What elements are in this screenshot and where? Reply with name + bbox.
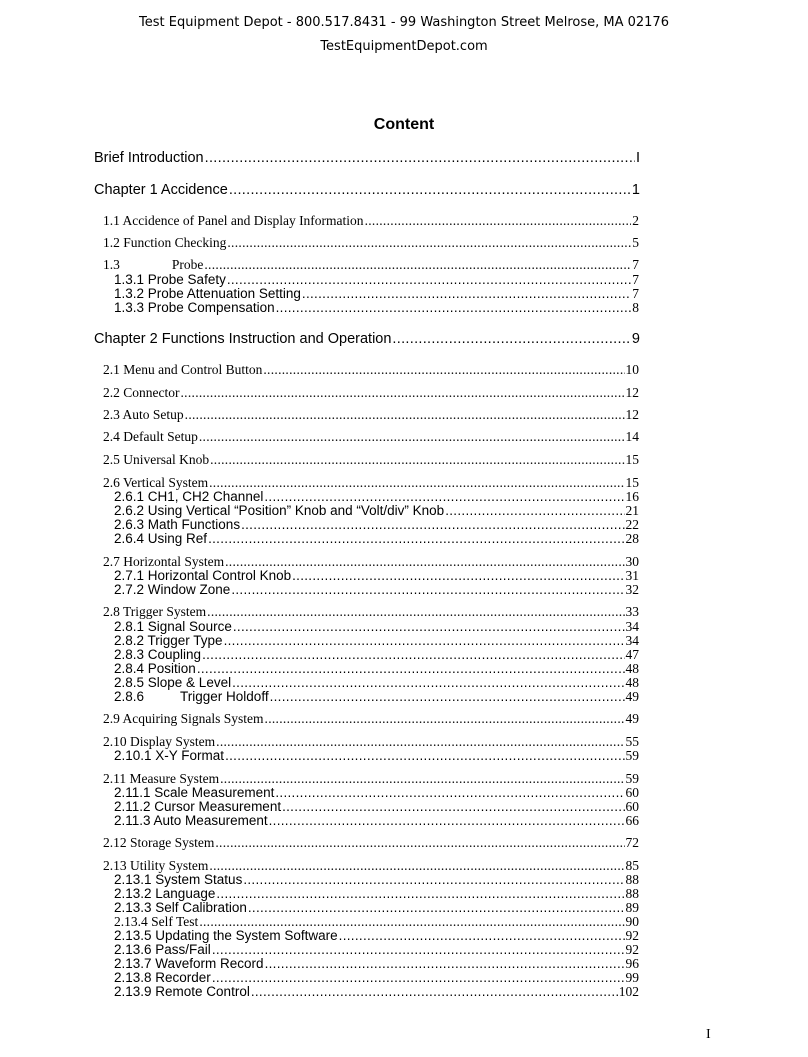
toc-entry-2-13-1[interactable]: 2.13.1 System Status ..... 88 [114, 872, 639, 888]
toc-entry-1-3-3[interactable]: 1.3.3 Probe Compensation ..... 8 [114, 300, 639, 316]
toc-entry-2-13-8[interactable]: 2.13.8 Recorder ..... 99 [114, 970, 639, 986]
toc-entry-2-8-1[interactable]: 2.8.1 Signal Source ..... 34 [114, 619, 639, 635]
toc-entry-chapter-2[interactable]: Chapter 2 Functions Instruction and Operation ..... 9 [94, 331, 640, 347]
toc-entry-chapter-1[interactable]: Chapter 1 Accidence ..... 1 [94, 182, 640, 198]
toc-entry-2-13-6[interactable]: 2.13.6 Pass/Fail ..... 92 [114, 942, 639, 958]
toc-entry-brief-introduction[interactable]: Brief Introduction ..... I [94, 150, 640, 166]
header-website: TestEquipmentDepot.com [320, 39, 488, 54]
toc-entry-2-8-5[interactable]: 2.8.5 Slope & Level ..... 48 [114, 675, 639, 691]
toc-entry-2-6-2[interactable]: 2.6.2 Using Vertical “Position” Knob and “Volt/div” Knob ..... 21 [114, 503, 639, 519]
toc-entry-2-8-4[interactable]: 2.8.4 Position ..... 48 [114, 661, 639, 677]
toc-entry-2-6[interactable]: 2.6 Vertical System ..... 15 [103, 475, 639, 491]
toc-entry-2-6-3[interactable]: 2.6.3 Math Functions ..... 22 [114, 517, 639, 533]
toc-entry-2-8-2[interactable]: 2.8.2 Trigger Type ..... 34 [114, 633, 639, 649]
toc-entry-1-2[interactable]: 1.2 Function Checking ..... 5 [103, 235, 639, 251]
toc-entry-1-3[interactable]: 1.3 Probe ..... 7 [103, 257, 639, 273]
toc-entry-2-3[interactable]: 2.3 Auto Setup ..... 12 [103, 407, 639, 423]
toc-entry-2-9[interactable]: 2.9 Acquiring Signals System ..... 49 [103, 711, 639, 727]
toc-entry-2-13-3[interactable]: 2.13.3 Self Calibration ..... 89 [114, 900, 639, 916]
toc-entry-2-13-9[interactable]: 2.13.9 Remote Control ..... 102 [114, 984, 639, 1000]
toc-entry-2-7-2[interactable]: 2.7.2 Window Zone ..... 32 [114, 582, 639, 598]
toc-entry-2-6-1[interactable]: 2.6.1 CH1, CH2 Channel ..... 16 [114, 489, 639, 505]
toc-entry-2-13-4[interactable]: 2.13.4 Self Test ..... 90 [114, 914, 639, 930]
toc-entry-2-2[interactable]: 2.2 Connector ..... 12 [103, 385, 639, 401]
toc-entry-2-10-1[interactable]: 2.10.1 X-Y Format ..... 59 [114, 748, 639, 764]
page-title: Content [373, 116, 435, 133]
toc-entry-2-8[interactable]: 2.8 Trigger System ..... 33 [103, 604, 639, 620]
toc-entry-2-13-2[interactable]: 2.13.2 Language ..... 88 [114, 886, 639, 902]
toc-entry-2-1[interactable]: 2.1 Menu and Control Button ..... 10 [103, 362, 639, 378]
toc-entry-2-13[interactable]: 2.13 Utility System ..... 85 [103, 858, 639, 874]
toc-entry-2-11-1[interactable]: 2.11.1 Scale Measurement ..... 60 [114, 785, 639, 801]
toc-entry-1-3-2[interactable]: 1.3.2 Probe Attenuation Setting ..... 7 [114, 286, 639, 302]
toc-entry-2-5[interactable]: 2.5 Universal Knob ..... 15 [103, 452, 639, 468]
toc-entry-2-7[interactable]: 2.7 Horizontal System ..... 30 [103, 554, 639, 570]
toc-entry-2-8-3[interactable]: 2.8.3 Coupling ..... 47 [114, 647, 639, 663]
toc-entry-2-8-6[interactable]: 2.8.6 Trigger Holdoff ..... 49 [114, 689, 639, 705]
toc-entry-2-10[interactable]: 2.10 Display System ..... 55 [103, 734, 639, 750]
toc-entry-2-4[interactable]: 2.4 Default Setup ..... 14 [103, 429, 639, 445]
toc-entry-2-6-4[interactable]: 2.6.4 Using Ref ..... 28 [114, 531, 639, 547]
toc-entry-2-11[interactable]: 2.11 Measure System ..... 59 [103, 771, 639, 787]
page-number: I [706, 1027, 711, 1042]
toc-entry-2-7-1[interactable]: 2.7.1 Horizontal Control Knob ..... 31 [114, 568, 639, 584]
toc-entry-2-13-5[interactable]: 2.13.5 Updating the System Software ..... 92 [114, 928, 639, 944]
toc-entry-2-11-2[interactable]: 2.11.2 Cursor Measurement ..... 60 [114, 799, 639, 815]
toc-entry-2-11-3[interactable]: 2.11.3 Auto Measurement ..... 66 [114, 813, 639, 829]
toc-entry-2-13-7[interactable]: 2.13.7 Waveform Record ..... 96 [114, 956, 639, 972]
header-contact-line: Test Equipment Depot - 800.517.8431 - 99 Washington Street Melrose, MA 02176 [139, 15, 669, 30]
toc-entry-1-3-1[interactable]: 1.3.1 Probe Safety ..... 7 [114, 272, 639, 288]
toc-entry-2-12[interactable]: 2.12 Storage System ..... 72 [103, 835, 639, 851]
toc-entry-1-1[interactable]: 1.1 Accidence of Panel and Display Information ..... 2 [103, 213, 639, 229]
